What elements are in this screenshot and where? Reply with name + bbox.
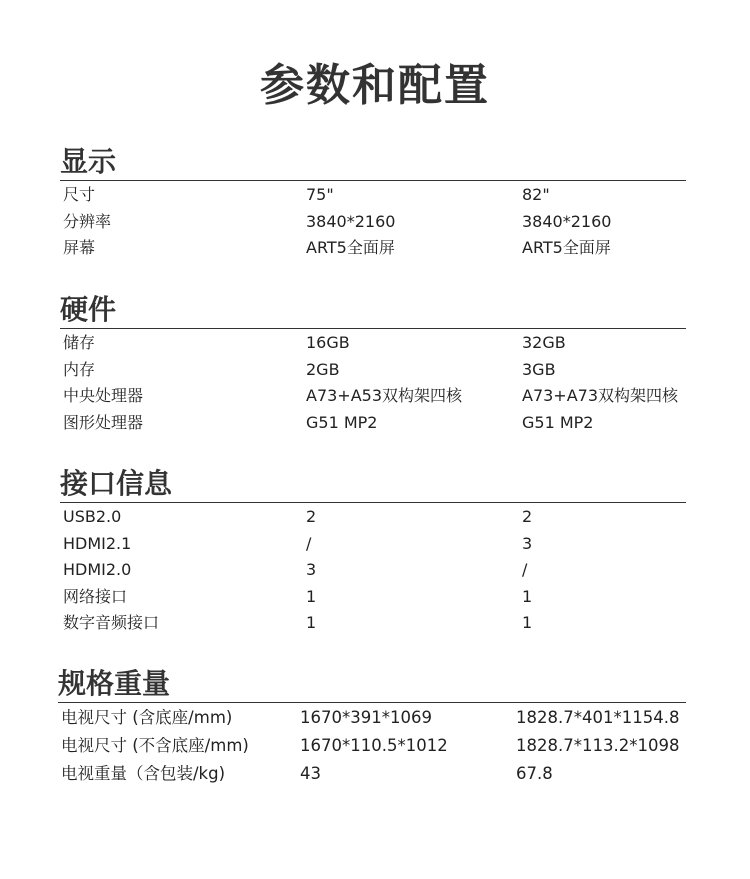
spec-row <box>60 383 686 410</box>
spec-label: 图形处理器 <box>63 412 144 432</box>
spec-value-model-2: 67.8 <box>516 764 553 783</box>
spec-value-model-2: 3840*2160 <box>522 211 612 231</box>
spec-value-model-2: 1828.7*401*1154.8 <box>516 708 680 727</box>
spec-label: 电视重量（含包装/kg) <box>61 764 226 783</box>
spec-value-model-2: 82" <box>522 185 550 204</box>
spec-row <box>58 704 686 732</box>
section-divider <box>58 702 686 703</box>
spec-row <box>60 584 686 611</box>
spec-value-model-1: 1670*110.5*1012 <box>300 736 448 755</box>
spec-label: 电视尺寸 (不含底座/mm) <box>61 736 249 755</box>
page-title: 参数和配置 <box>260 60 490 111</box>
spec-label: 储存 <box>63 333 96 352</box>
section-hardware <box>60 292 686 436</box>
spec-label: HDMI2.1 <box>63 533 132 553</box>
spec-table <box>60 504 686 637</box>
spec-table <box>60 330 686 436</box>
section-size-weight <box>58 666 686 788</box>
spec-value-model-1: 16GB <box>306 333 350 352</box>
spec-row <box>60 209 686 236</box>
spec-value-model-1: 3 <box>306 560 317 579</box>
spec-value-model-2: 1828.7*113.2*1098 <box>516 736 680 755</box>
section-title: 接口信息 <box>60 467 173 500</box>
spec-row <box>60 557 686 584</box>
spec-table <box>60 182 686 262</box>
spec-value-model-1: G51 MP2 <box>306 412 378 432</box>
spec-label: 数字音频接口 <box>63 613 160 632</box>
spec-value-model-1: 2 <box>306 507 317 526</box>
spec-label: 中央处理器 <box>63 386 144 405</box>
spec-value-model-1: 3840*2160 <box>306 211 396 231</box>
section-title: 规格重量 <box>58 667 171 700</box>
spec-value-model-1: 2GB <box>306 359 340 379</box>
spec-row <box>60 610 686 637</box>
spec-label: 内存 <box>63 359 96 379</box>
spec-label: 网络接口 <box>63 586 128 606</box>
section-divider <box>60 328 686 329</box>
spec-label: 尺寸 <box>63 185 96 204</box>
spec-value-model-1: A73+A53双构架四核 <box>306 386 463 405</box>
spec-value-model-2: 3GB <box>522 359 556 379</box>
spec-label: USB2.0 <box>63 507 122 526</box>
spec-row <box>60 330 686 357</box>
spec-row <box>60 504 686 531</box>
spec-value-model-2: G51 MP2 <box>522 412 594 432</box>
spec-value-model-1: / <box>306 533 312 553</box>
spec-label: 屏幕 <box>63 238 96 257</box>
spec-row <box>58 760 686 788</box>
spec-row <box>60 182 686 209</box>
spec-value-model-1: 1670*391*1069 <box>300 708 432 727</box>
spec-value-model-1: 43 <box>300 764 321 783</box>
spec-value-model-2: 3 <box>522 533 533 553</box>
spec-value-model-1: 75" <box>306 185 334 204</box>
spec-value-model-2: 32GB <box>522 333 566 352</box>
spec-value-model-2: A73+A73双构架四核 <box>522 386 679 405</box>
spec-row <box>60 357 686 384</box>
spec-value-model-2: / <box>522 560 528 579</box>
section-ports <box>60 466 686 637</box>
spec-value-model-1: ART5全面屏 <box>306 238 395 257</box>
spec-label: 电视尺寸 (含底座/mm) <box>61 708 233 727</box>
section-divider <box>60 502 686 503</box>
spec-row <box>60 531 686 558</box>
spec-table <box>58 704 686 788</box>
spec-row <box>60 410 686 437</box>
spec-value-model-2: 2 <box>522 507 533 526</box>
section-title: 硬件 <box>60 293 117 326</box>
spec-value-model-1: 1 <box>306 613 317 632</box>
spec-value-model-1: 1 <box>306 586 317 606</box>
section-display <box>60 144 686 262</box>
spec-value-model-2: ART5全面屏 <box>522 238 611 257</box>
section-title: 显示 <box>60 145 117 178</box>
spec-label: 分辨率 <box>63 211 112 231</box>
spec-label: HDMI2.0 <box>63 560 132 579</box>
spec-row <box>58 732 686 760</box>
spec-value-model-2: 1 <box>522 586 533 606</box>
spec-row <box>60 235 686 262</box>
spec-value-model-2: 1 <box>522 613 533 632</box>
section-divider <box>60 180 686 181</box>
